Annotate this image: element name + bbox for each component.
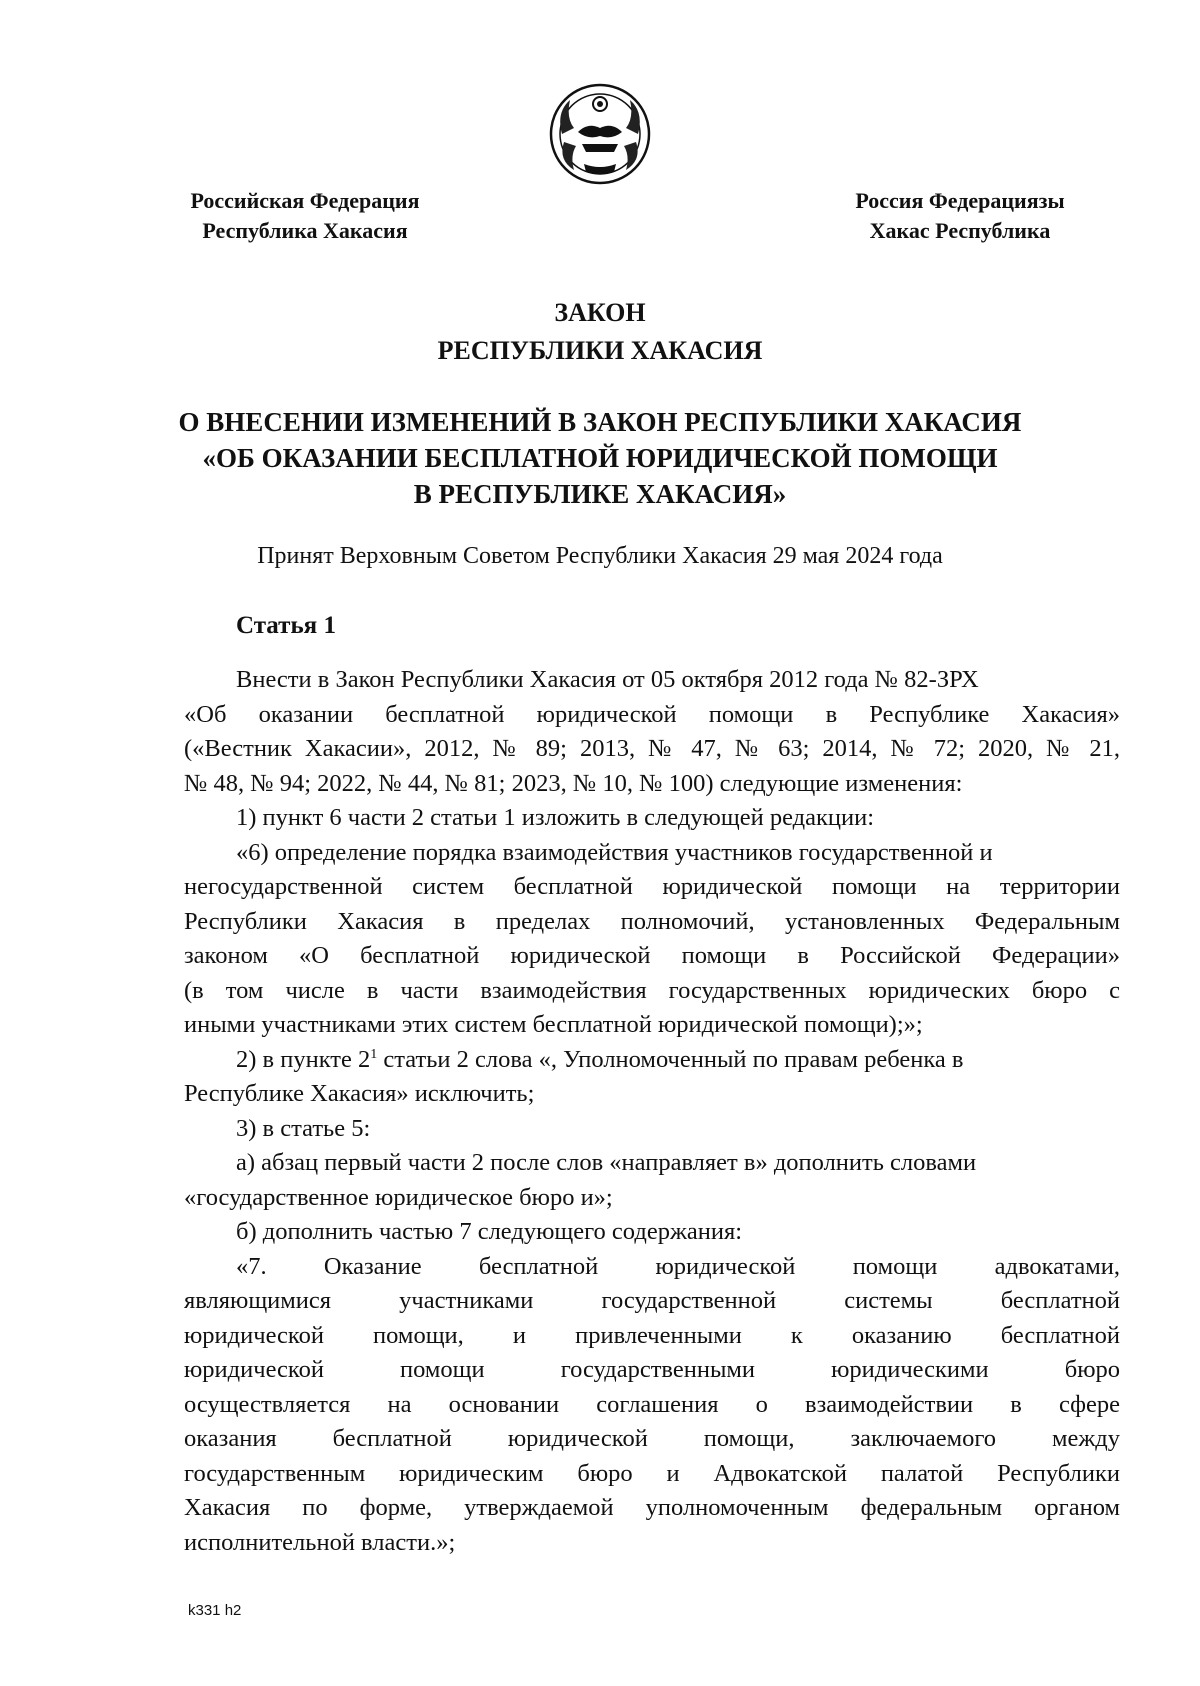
text-line: законом «О бесплатной юридической помощи в Российской Федерации» <box>184 942 1120 969</box>
header-right <box>835 186 1085 246</box>
text-line: «государственное юридическое бюро и»; <box>184 1183 613 1211</box>
superscript: 1 <box>370 1046 378 1062</box>
text-line: (в том числе в части взаимодействия государственных юридических бюро с <box>184 976 1120 1004</box>
text-line: «Об оказании бесплатной юридической помощи в Республике Хакасия» <box>184 700 1120 728</box>
text-line: а) абзац первый части 2 после слов «направляет в» дополнить словами <box>236 1149 977 1176</box>
text-line: Республике Хакасия» исключить; <box>184 1080 535 1107</box>
text-line: («Вестник Хакасии», 2012, № 89; 2013, № 47, № 63; 2014, № 72; 2020, № 21, <box>184 735 1120 762</box>
text-line: «6) определение порядка взаимодействия участников государственной и <box>236 838 993 866</box>
law-subject-title <box>0 404 1200 512</box>
text-line <box>184 1043 1120 1078</box>
text-line: Республики Хакасия в пределах полномочий, установленных Федеральным <box>184 907 1120 935</box>
text-line: Хакасия по форме, утверждаемой уполномоченным федеральным органом <box>184 1494 1120 1521</box>
coat-of-arms-icon <box>548 82 652 186</box>
header-left <box>170 186 440 246</box>
document-code: k331 h2 <box>188 1602 242 1619</box>
text-line: осуществляется на основании соглашения о взаимодействии в сфере <box>184 1390 1120 1418</box>
title-line-2: РЕСПУБЛИКИ ХАКАСИЯ <box>437 336 763 365</box>
text-fragment: статьи 2 слова «, Уполномоченный по правам ребенка в <box>383 1045 964 1073</box>
text-line: оказания бесплатной юридической помощи, заключаемого между <box>184 1425 1120 1452</box>
country-name-russian: Российская Федерация <box>190 188 420 213</box>
text-line: негосударственной систем бесплатной юридической помощи на территории <box>184 873 1120 900</box>
text-line: Внести в Закон Республики Хакасия от 05 октября 2012 года № 82-ЗРХ <box>236 666 979 693</box>
text-line: юридической помощи государственными юридическими бюро <box>184 1356 1120 1383</box>
text-line: № 48, № 94; 2022, № 44, № 81; 2023, № 10, № 100) следующие изменения: <box>184 769 963 797</box>
text-line: юридической помощи, и привлеченными к оказанию бесплатной <box>184 1321 1120 1349</box>
title-line-1: ЗАКОН <box>554 298 646 327</box>
text-line: являющимися участниками государственной системы бесплатной <box>184 1287 1120 1314</box>
article-heading: Статья 1 <box>236 612 336 639</box>
republic-name-russian: Республика Хакасия <box>202 218 408 243</box>
text-line <box>184 1250 1120 1285</box>
text-line-inner: «7. Оказание бесплатной юридической помощи адвокатами, <box>236 1252 1120 1280</box>
text-line: б) дополнить частью 7 следующего содержания: <box>236 1218 743 1245</box>
subject-line-3: В РЕСПУБЛИКЕ ХАКАСИЯ» <box>413 479 787 509</box>
document-type-title <box>0 294 1200 370</box>
country-name-khakas: Россия Федерациязы <box>855 188 1065 213</box>
republic-name-khakas: Хакас Республика <box>869 218 1051 243</box>
subject-line-2: «ОБ ОКАЗАНИИ БЕСПЛАТНОЙ ЮРИДИЧЕСКОЙ ПОМОЩИ <box>202 443 998 473</box>
adoption-statement: Принят Верховным Советом Республики Хакасия 29 мая 2024 года <box>257 543 943 569</box>
article-body <box>184 663 1120 1560</box>
text-line: иными участниками этих систем бесплатной юридической помощи);»; <box>184 1011 923 1038</box>
text-line: 3) в статье 5: <box>236 1114 371 1142</box>
text-fragment: 2) в пункте 2 <box>236 1045 371 1073</box>
text-line: 1) пункт 6 части 2 статьи 1 изложить в следующей редакции: <box>236 804 875 831</box>
subject-line-1: О ВНЕСЕНИИ ИЗМЕНЕНИЙ В ЗАКОН РЕСПУБЛИКИ ХАКАСИЯ <box>178 407 1022 437</box>
text-line: государственным юридическим бюро и Адвокатской палатой Республики <box>184 1459 1120 1487</box>
text-line: исполнительной власти.»; <box>184 1528 456 1556</box>
